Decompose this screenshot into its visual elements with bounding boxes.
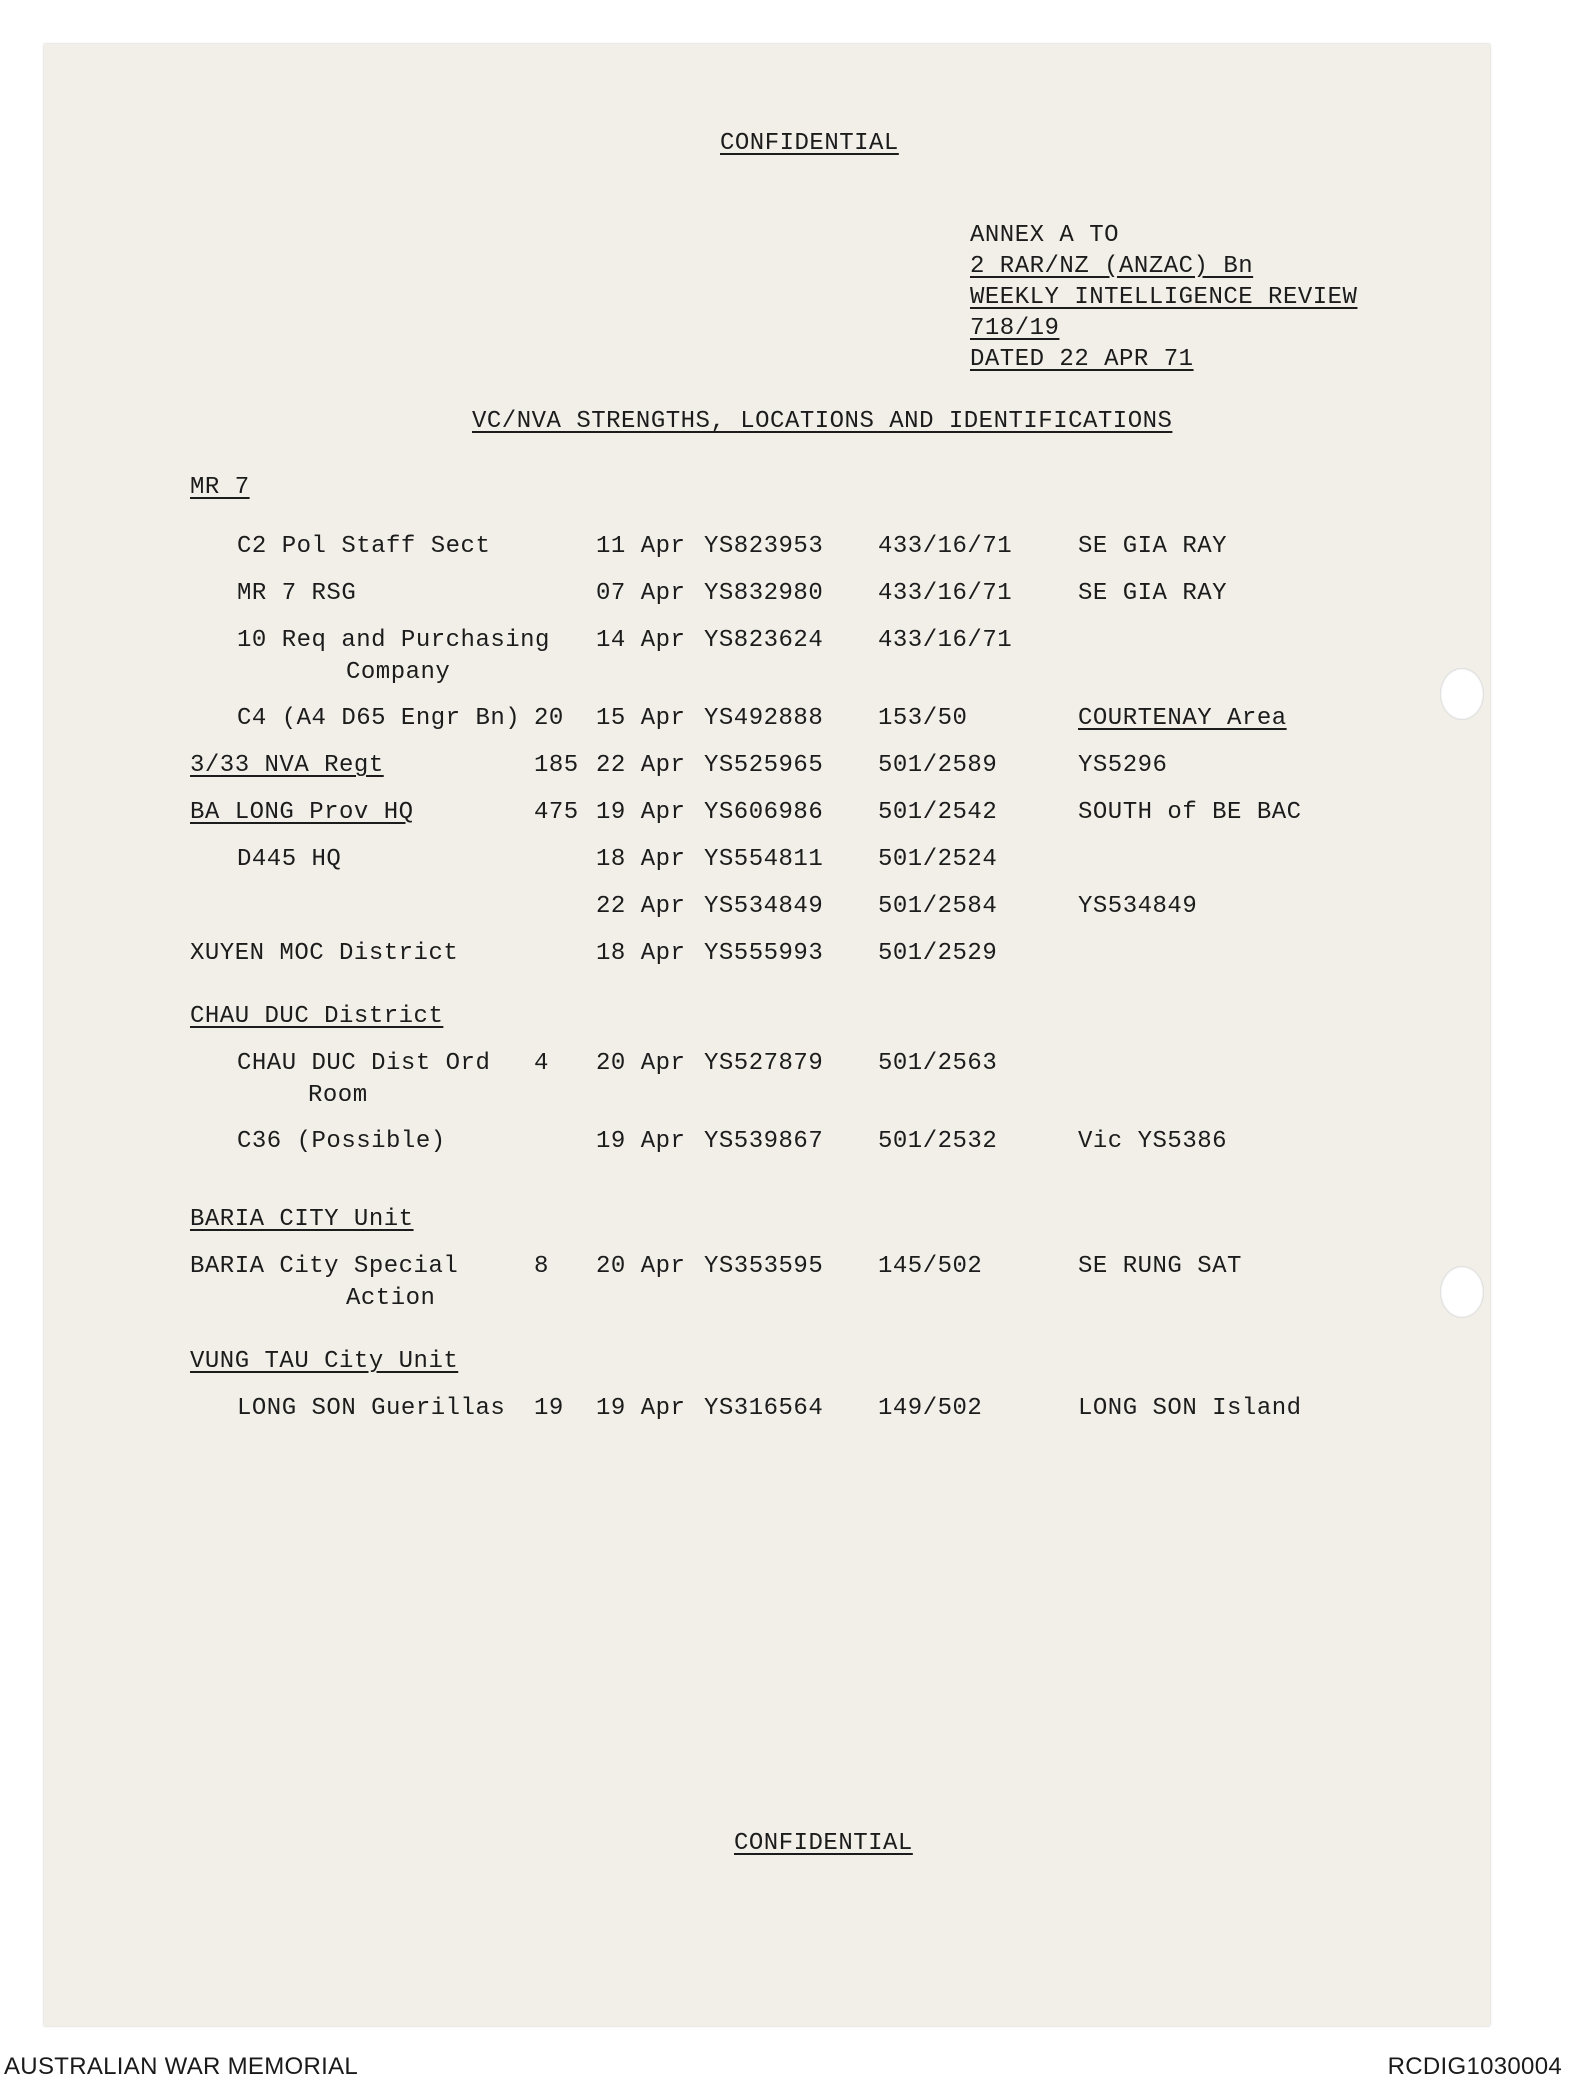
source-ref: 501/2524 xyxy=(878,846,998,873)
date: 07 Apr xyxy=(596,580,686,607)
unit-name: 10 Req and Purchasing xyxy=(237,627,550,654)
archive-id: RCDIG1030004 xyxy=(1387,2053,1562,2080)
unit-name: D445 HQ xyxy=(237,846,342,873)
unit-name: C36 (Possible) xyxy=(237,1128,446,1155)
annex-line: DATED 22 APR 71 xyxy=(970,346,1194,373)
strength: 8 xyxy=(534,1253,549,1280)
location: Vic YS5386 xyxy=(1078,1128,1228,1155)
date: 22 Apr xyxy=(596,893,686,920)
unit-name-cont: Action xyxy=(346,1285,436,1312)
grid-ref: YS353595 xyxy=(704,1253,824,1280)
unit-name: MR 7 RSG xyxy=(237,580,357,607)
grid-ref: YS527879 xyxy=(704,1050,824,1077)
punch-hole xyxy=(1440,668,1484,720)
source-ref: 153/50 xyxy=(878,705,968,732)
source-ref: 149/502 xyxy=(878,1395,983,1422)
section-heading-vung-tau: VUNG TAU City Unit xyxy=(190,1348,459,1375)
strength: 185 xyxy=(534,752,579,779)
source-ref: 501/2542 xyxy=(878,799,998,826)
location: YS5296 xyxy=(1078,752,1168,779)
classification-bottom: CONFIDENTIAL xyxy=(734,1830,913,1857)
date: 19 Apr xyxy=(596,1128,686,1155)
location: SE GIA RAY xyxy=(1078,580,1228,607)
date: 19 Apr xyxy=(596,799,686,826)
classification-top: CONFIDENTIAL xyxy=(720,130,899,157)
source-ref: 433/16/71 xyxy=(878,580,1013,607)
location: COURTENAY Area xyxy=(1078,705,1287,732)
source-ref: 501/2532 xyxy=(878,1128,998,1155)
unit-name: C2 Pol Staff Sect xyxy=(237,533,491,560)
grid-ref: YS606986 xyxy=(704,799,824,826)
annex-line: WEEKLY INTELLIGENCE REVIEW xyxy=(970,284,1358,311)
location: SE RUNG SAT xyxy=(1078,1253,1242,1280)
date: 22 Apr xyxy=(596,752,686,779)
location: SE GIA RAY xyxy=(1078,533,1228,560)
unit-name: LONG SON Guerillas xyxy=(237,1395,506,1422)
unit-name: BARIA City Special xyxy=(190,1253,459,1280)
annex-line: 718/19 xyxy=(970,315,1060,342)
unit-name-cont: Room xyxy=(308,1082,368,1109)
grid-ref: YS555993 xyxy=(704,940,824,967)
grid-ref: YS554811 xyxy=(704,846,824,873)
document-title: VC/NVA STRENGTHS, LOCATIONS AND IDENTIFICATIONS xyxy=(472,408,1173,435)
date: 15 Apr xyxy=(596,705,686,732)
source-ref: 433/16/71 xyxy=(878,533,1013,560)
source-ref: 501/2529 xyxy=(878,940,998,967)
grid-ref: YS832980 xyxy=(704,580,824,607)
date: 11 Apr xyxy=(596,533,686,560)
unit-name: 3/33 NVA Regt xyxy=(190,752,384,779)
strength: 4 xyxy=(534,1050,549,1077)
section-heading-chau-duc: CHAU DUC District xyxy=(190,1003,444,1030)
source-ref: 433/16/71 xyxy=(878,627,1013,654)
date: 18 Apr xyxy=(596,940,686,967)
location: LONG SON Island xyxy=(1078,1395,1302,1422)
section-heading-mr7: MR 7 xyxy=(190,474,250,501)
section-heading-baria: BARIA CITY Unit xyxy=(190,1206,414,1233)
unit-name: C4 (A4 D65 Engr Bn) xyxy=(237,705,521,732)
location: YS534849 xyxy=(1078,893,1198,920)
strength: 20 xyxy=(534,705,564,732)
grid-ref: YS525965 xyxy=(704,752,824,779)
source-ref: 145/502 xyxy=(878,1253,983,1280)
grid-ref: YS534849 xyxy=(704,893,824,920)
date: 20 Apr xyxy=(596,1253,686,1280)
grid-ref: YS492888 xyxy=(704,705,824,732)
strength: 475 xyxy=(534,799,579,826)
location: SOUTH of BE BAC xyxy=(1078,799,1302,826)
source-ref: 501/2589 xyxy=(878,752,998,779)
archive-institution: AUSTRALIAN WAR MEMORIAL xyxy=(4,2053,359,2080)
grid-ref: YS823953 xyxy=(704,533,824,560)
grid-ref: YS316564 xyxy=(704,1395,824,1422)
unit-name: BA LONG Prov HQ xyxy=(190,799,414,826)
date: 14 Apr xyxy=(596,627,686,654)
grid-ref: YS539867 xyxy=(704,1128,824,1155)
source-ref: 501/2584 xyxy=(878,893,998,920)
date: 18 Apr xyxy=(596,846,686,873)
annex-line: 2 RAR/NZ (ANZAC) Bn xyxy=(970,253,1254,280)
punch-hole xyxy=(1440,1266,1484,1318)
strength: 19 xyxy=(534,1395,564,1422)
source-ref: 501/2563 xyxy=(878,1050,998,1077)
unit-name-cont: Company xyxy=(346,659,451,686)
document-page xyxy=(44,44,1490,2026)
annex-line: ANNEX A TO xyxy=(970,222,1120,249)
date: 20 Apr xyxy=(596,1050,686,1077)
unit-name: CHAU DUC Dist Ord xyxy=(237,1050,491,1077)
grid-ref: YS823624 xyxy=(704,627,824,654)
unit-name: XUYEN MOC District xyxy=(190,940,459,967)
date: 19 Apr xyxy=(596,1395,686,1422)
